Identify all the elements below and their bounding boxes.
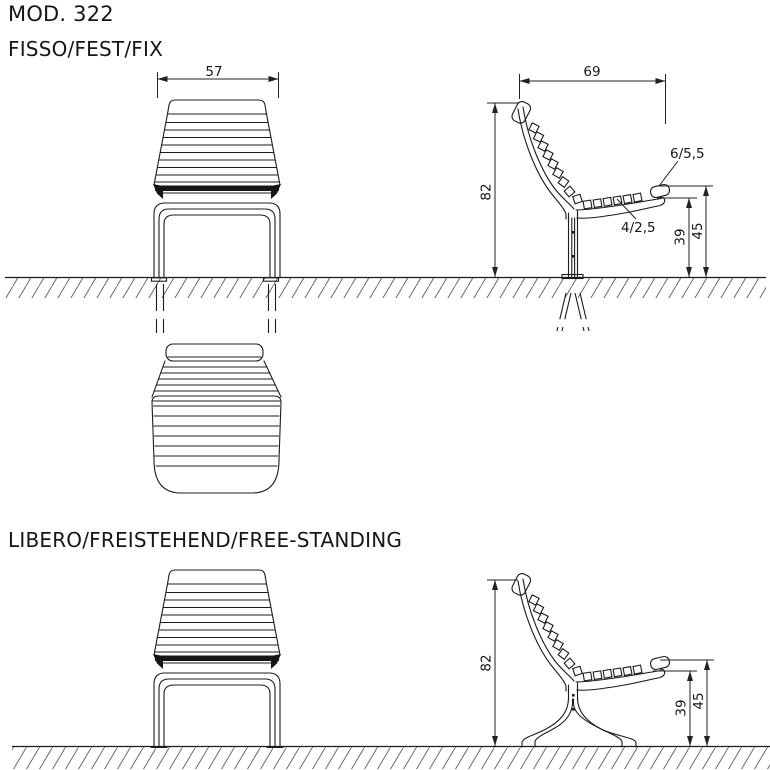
dim-label-82-fixed: 82: [478, 183, 495, 201]
dim-label-45-free: 45: [691, 692, 707, 710]
callout-label-6-55: 6/5,5: [670, 146, 705, 162]
ground-fixed: [5, 278, 766, 299]
dimension-seat-depth: [520, 64, 666, 124]
dim-label-82-free: 82: [478, 654, 495, 672]
dimension-total-height-free: [479, 580, 519, 746]
dim-label-57: 57: [205, 64, 223, 80]
dimension-total-height-fixed: [479, 103, 519, 277]
callout-backrest-slat: [659, 146, 705, 186]
model-title: MOD. 322: [8, 2, 114, 26]
dim-label-39-free: 39: [673, 699, 690, 717]
dim-label-39-fixed: 39: [672, 228, 689, 246]
plan-view: [152, 344, 281, 493]
section-title-free-standing: LIBERO/FREISTEHEND/FREE-STANDING: [8, 528, 403, 552]
side-view-free-standing: [510, 572, 670, 747]
callout-seat-slat: [617, 199, 656, 236]
dim-label-69: 69: [583, 64, 601, 80]
callout-label-4-25: 4/2,5: [621, 220, 656, 236]
ground-free-standing: [12, 747, 770, 770]
dim-label-45-fixed: 45: [690, 222, 706, 240]
section-title-fixed: FISSO/FEST/FIX: [8, 37, 163, 61]
dimension-seat-width: [158, 64, 279, 98]
front-view-fixed: [151, 100, 283, 333]
front-view-free-standing: [151, 570, 283, 748]
